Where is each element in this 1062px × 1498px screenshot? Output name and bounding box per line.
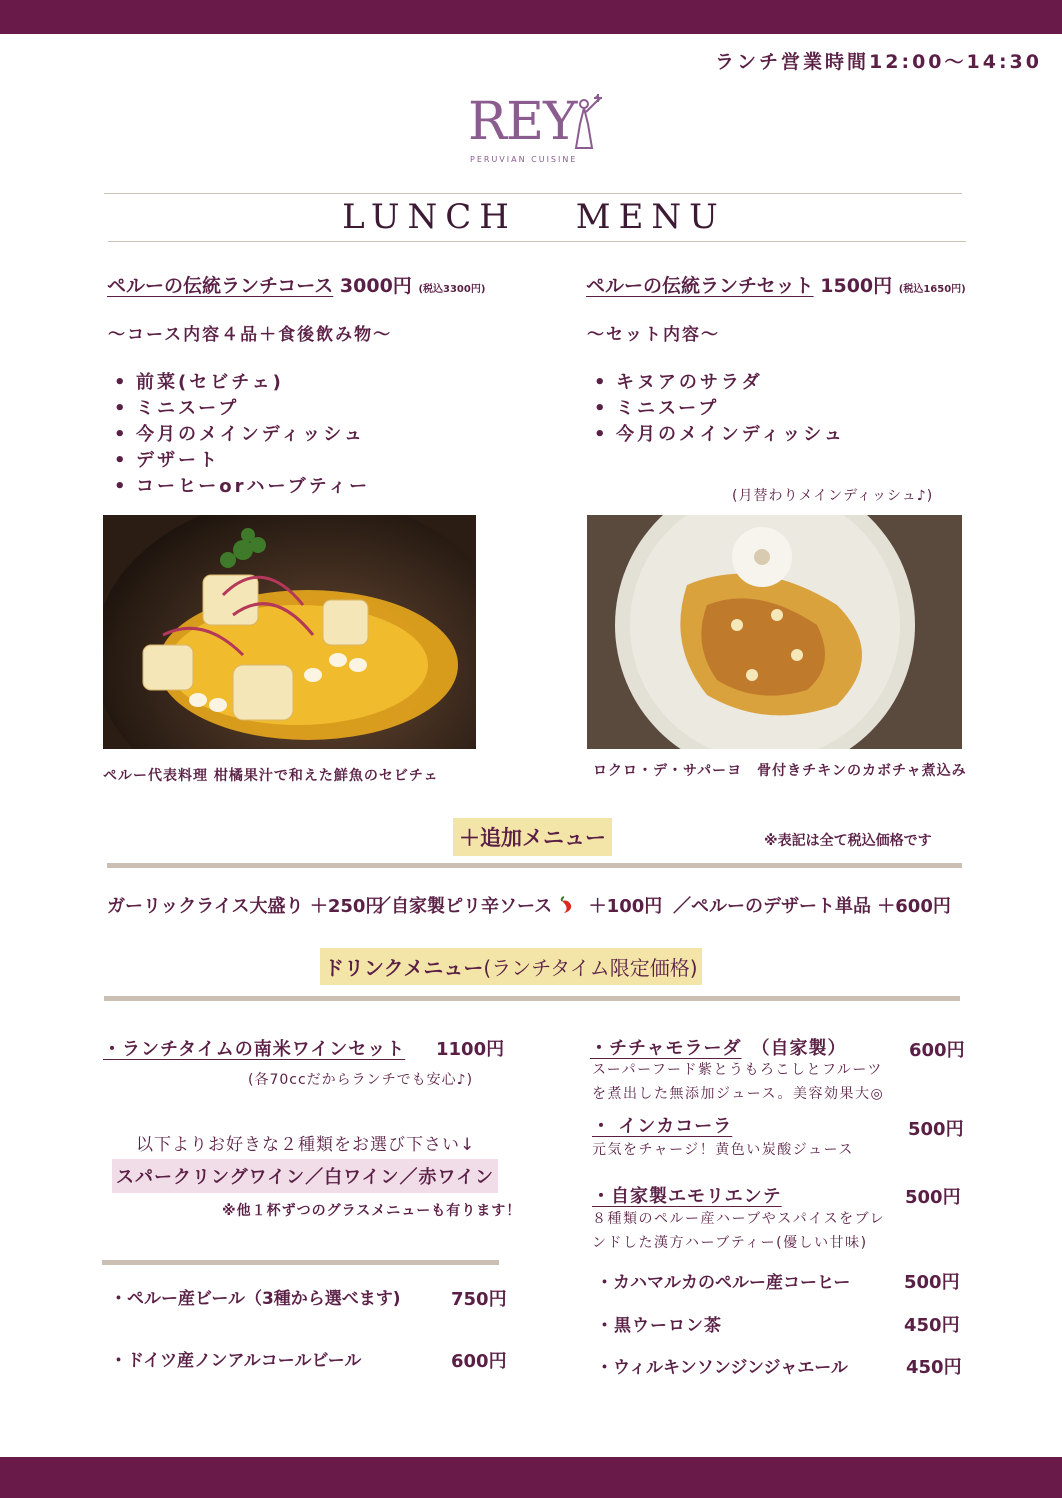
cajamarca-coffee: ・カハマルカのペルー産コーヒー (596, 1273, 851, 1293)
additional-title: ＋追加メニュー (453, 818, 612, 856)
add-hot-sauce (373, 892, 662, 918)
inca-kola (592, 1112, 732, 1138)
menu-title: LUNCH MENU (342, 197, 726, 237)
wine-options: スパークリングワイン／白ワイン／赤ワイン (112, 1159, 498, 1193)
wine-choose: 以下よりお好きな２種類をお選び下さい↓ (136, 1135, 476, 1155)
emoliente-desc (592, 1207, 885, 1255)
bottom-band (0, 1457, 1062, 1498)
logo-subtitle: PERUVIAN CUISINE (470, 155, 578, 164)
wine-set-label: ・ランチタイムの南米ワインセット (103, 1039, 406, 1060)
course-items (104, 370, 370, 500)
list-item: • 今月のメインディッシュ (602, 422, 845, 448)
title-rule-top (104, 193, 962, 194)
chicha-price: 600円 (909, 1040, 965, 1061)
emoliente-price: 500円 (905, 1187, 961, 1208)
course-tax: (税込3300円) (418, 284, 486, 295)
logo-wordmark: REY (468, 92, 577, 152)
wine-set (103, 1035, 405, 1061)
beer: ・ペルー産ビール（3種から選べます) (110, 1289, 401, 1309)
course-subtitle: ～コース内容４品＋食後飲み物～ (108, 325, 393, 345)
top-band (0, 0, 1062, 34)
add-hot-sauce-price: ＋100円 (588, 896, 663, 917)
title-rule-bottom (108, 241, 966, 242)
list-item: • コーヒーorハーブティー (122, 474, 370, 500)
nonalc-beer: ・ドイツ産ノンアルコールビール (110, 1351, 362, 1371)
emoliente-desc-line1: ８種類のペルー産ハーブやスパイスをブレ (592, 1211, 886, 1227)
ginger-ale: ・ウィルキンソンジンジャエール (596, 1358, 848, 1378)
wine-set-price: 1100円 (436, 1039, 505, 1060)
wine-note: (各70ccだからランチでも安心♪) (248, 1072, 474, 1088)
figure-logo-icon (570, 94, 604, 150)
chicken-caption: ロクロ・デ・サパーヨ 骨付きチキンのカボチャ煮込み (593, 763, 967, 779)
add-dessert: ／ペルーのデザート単品 ＋600円 (673, 896, 951, 917)
drink-rule (104, 996, 960, 1001)
set-tax: (税込1650円) (898, 284, 966, 295)
ginger-ale-price: 450円 (906, 1357, 962, 1378)
list-item: • デザート (122, 448, 370, 474)
tax-note: ※表記は全て税込価格です (764, 833, 932, 849)
set-price: 1500円 (820, 275, 893, 297)
black-oolong-price: 450円 (904, 1315, 960, 1336)
inca-kola-desc: 元気をチャージ！黄色い炭酸ジュース (592, 1142, 854, 1158)
ceviche-caption: ペルー代表料理 柑橘果汁で和えた鮮魚のセビチェ (103, 768, 439, 784)
chicha-suffix: （自家製） (751, 1038, 847, 1059)
set-heading (586, 271, 966, 298)
add-hot-sauce-label: ／自家製ピリ辛ソース (373, 896, 553, 917)
course-price: 3000円 (339, 275, 412, 297)
add-garlic-rice: ガーリックライス大盛り ＋250円 (107, 896, 384, 917)
course-title: ペルーの伝統ランチコース (107, 275, 334, 297)
lunch-hours: ランチ営業時間12:00～14:30 (715, 51, 1042, 73)
cajamarca-coffee-price: 500円 (904, 1272, 960, 1293)
course-heading (107, 271, 485, 298)
drink-title (320, 948, 702, 985)
set-items (584, 370, 845, 448)
list-item: • ミニスープ (122, 396, 370, 422)
nonalc-beer-price: 600円 (451, 1351, 507, 1372)
drink-title-rest: (ランチタイム限定価格) (483, 956, 698, 980)
additional-rule (107, 863, 962, 868)
drink-title-main: ドリンクメニュー (324, 956, 484, 980)
beer-rule (102, 1260, 499, 1265)
chili-pepper-icon (558, 895, 576, 915)
list-item: • ミニスープ (602, 396, 845, 422)
chicha-desc-line2: を煮出した無添加ジュース。美容効果大◎ (592, 1086, 885, 1102)
glass-note: ※他１杯ずつのグラスメニューも有ります！ (222, 1203, 522, 1219)
rey-logo (468, 92, 608, 172)
emoliente (592, 1182, 782, 1208)
emoliente-desc-line2: ンドした漢方ハーブティー(優しい甘味) (592, 1235, 868, 1251)
chicha-label: ・チチャモラーダ (590, 1038, 742, 1059)
chicha-desc (592, 1058, 884, 1106)
inca-kola-price: 500円 (908, 1119, 964, 1140)
chicken-photo (587, 515, 962, 749)
inca-kola-label: ・ インカコーラ (592, 1116, 733, 1137)
set-subtitle: ～セット内容～ (587, 325, 720, 345)
set-note: (月替わりメインディッシュ♪) (732, 488, 934, 504)
beer-price: 750円 (451, 1289, 507, 1310)
list-item: • 今月のメインディッシュ (122, 422, 370, 448)
set-title: ペルーの伝統ランチセット (586, 275, 814, 297)
chicha (590, 1034, 846, 1060)
chicha-desc-line1: スーパーフード紫とうもろこしとフルーツ (592, 1062, 883, 1078)
ceviche-photo (103, 515, 476, 749)
emoliente-label: ・自家製エモリエンテ (592, 1186, 782, 1207)
list-item: • キヌアのサラダ (602, 370, 845, 396)
black-oolong: ・黒ウーロン茶 (596, 1316, 722, 1336)
list-item: • 前菜(セビチェ) (122, 370, 370, 396)
